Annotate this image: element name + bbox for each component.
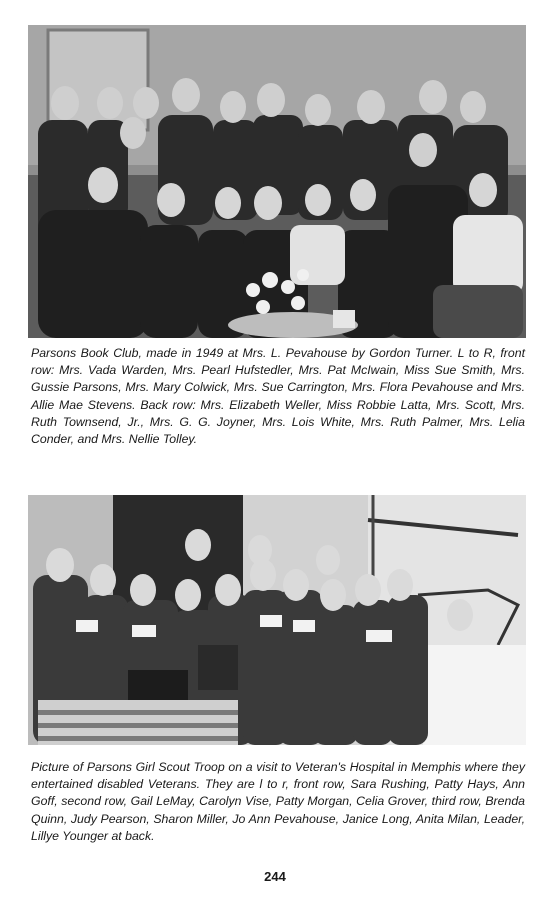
girl-scout-photo-image bbox=[28, 495, 526, 745]
girl-scout-photo bbox=[28, 495, 526, 745]
book-club-caption: Parsons Book Club, made in 1949 at Mrs. L. Pevahouse by Gordon Turner. L to R, front row: Mrs. Vada Warden, Mrs. Pearl Hufstedler, Mrs. Pat McIwain, Miss Sue Smith, Mrs. Gussie Parsons, Mrs. Mary Colwick, Mrs. Sue Carrington, Mrs. Flora Pevahouse and Mrs. Allie Mae Stevens. Back row: Mrs. Elizabeth Weller, Miss Robbie Latta, Mrs. Scott, Mrs. Ruth Townsend, Jr., Mrs. G. G. Joyner, Mrs. Lois White, Mrs. Ruth Palmer, Mrs. Lelia Conder, and Mrs. Nellie Tolley. bbox=[31, 346, 525, 447]
girl-scout-caption: Picture of Parsons Girl Scout Troop on a visit to Veteran's Hospital in Memphis where they entertained disabled Veterans. They are l to r, front row, Sara Rushing, Patty Hays, Ann Goff, second row, Gail LeMay, Carolyn Vise, Patty Morgan, Celia Grover, third row, Brenda Quinn, Judy Pearson, Sharon Miller, Jo Ann Pevahouse, Janice Long, Anita Milan, Leader, Lillye Younger at back. bbox=[31, 760, 525, 843]
book-club-photo bbox=[28, 25, 526, 338]
page-number: 244 bbox=[264, 869, 286, 884]
book-club-photo-image bbox=[28, 25, 526, 338]
